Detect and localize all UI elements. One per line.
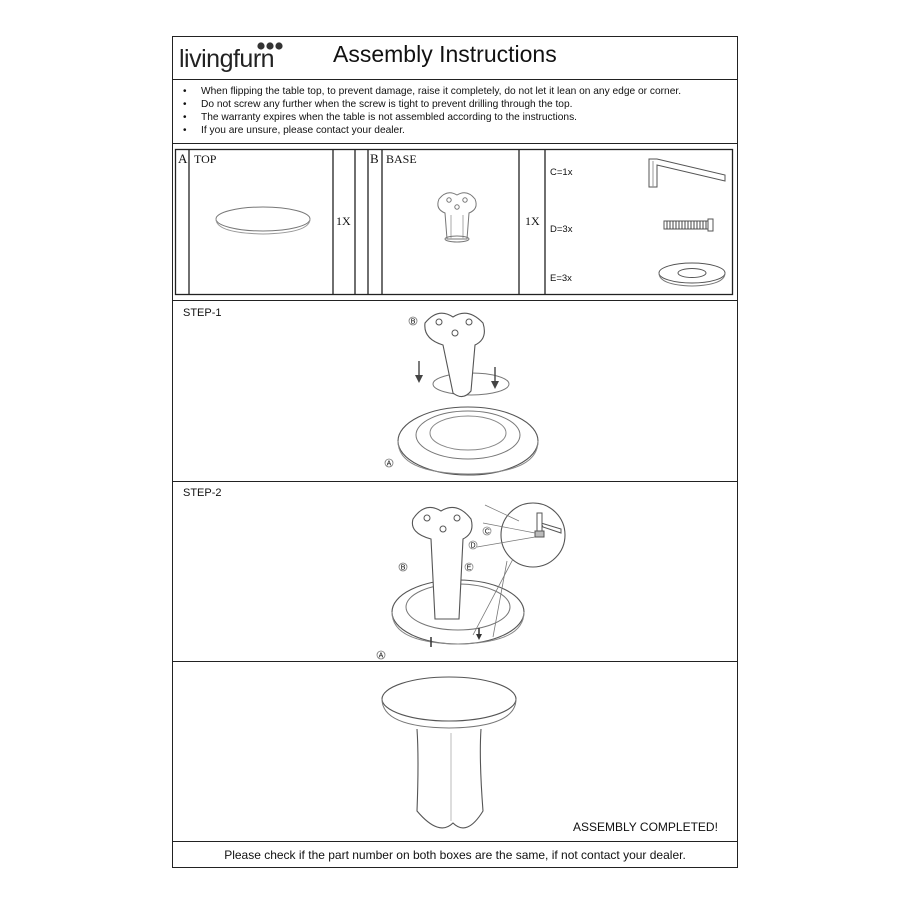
divider — [173, 300, 737, 301]
assembly-completed-text: ASSEMBLY COMPLETED! — [573, 820, 718, 834]
table-top-icon — [215, 207, 315, 237]
part-a-letter: A — [178, 151, 188, 166]
step-2-callout-a: A — [378, 652, 384, 660]
completed-table-illustration — [379, 669, 549, 839]
note-item: • When flipping the table top, to prevent damage, raise it completely, do not let it lean on any edge or corner. — [181, 85, 681, 98]
washer-icon — [657, 261, 727, 291]
step-2-callout-c: C — [484, 528, 490, 536]
step-2-label: STEP-2 — [183, 487, 222, 499]
page-title: Assembly Instructions — [333, 41, 557, 67]
divider — [173, 481, 737, 482]
step-1-callout-b: B — [410, 318, 416, 326]
screw-icon — [663, 218, 715, 232]
divider — [173, 661, 737, 662]
step-1-callout-a: A — [386, 460, 392, 468]
step-2-callout-b: B — [400, 564, 406, 572]
step-2-callout-d: D — [470, 542, 476, 550]
hardware-d-label: D=3x — [550, 224, 573, 235]
hardware-c-label: C=1x — [550, 167, 573, 178]
note-item: • Do not screw any further when the screw is tight to prevent drilling through the top. — [181, 98, 681, 111]
part-b-name: BASE — [386, 152, 417, 166]
footer-note: Please check if the part number on both boxes are the same, if not contact your dealer. — [224, 848, 686, 862]
step-1-illustration — [383, 309, 553, 479]
divider — [173, 143, 737, 144]
divider — [173, 841, 737, 842]
part-a-name: TOP — [194, 152, 217, 166]
step-2-callout-e: E — [466, 564, 472, 572]
hardware-e-label: E=3x — [550, 273, 572, 284]
part-b-letter: B — [370, 151, 379, 166]
step-2-illustration — [373, 487, 603, 660]
note-item: • If you are unsure, please contact your dealer. — [181, 124, 681, 137]
brand-logo: livingfurn — [179, 45, 275, 73]
safety-notes — [181, 85, 681, 137]
base-icon — [427, 189, 487, 249]
instruction-sheet — [172, 36, 738, 868]
step-1-label: STEP-1 — [183, 307, 222, 319]
note-item: • The warranty expires when the table is not assembled according to the instructions. — [181, 111, 681, 124]
part-b-qty: 1X — [525, 214, 540, 228]
divider — [173, 79, 737, 80]
parts-list — [175, 149, 733, 295]
part-a-qty: 1X — [336, 214, 351, 228]
allen-key-icon — [647, 157, 727, 189]
